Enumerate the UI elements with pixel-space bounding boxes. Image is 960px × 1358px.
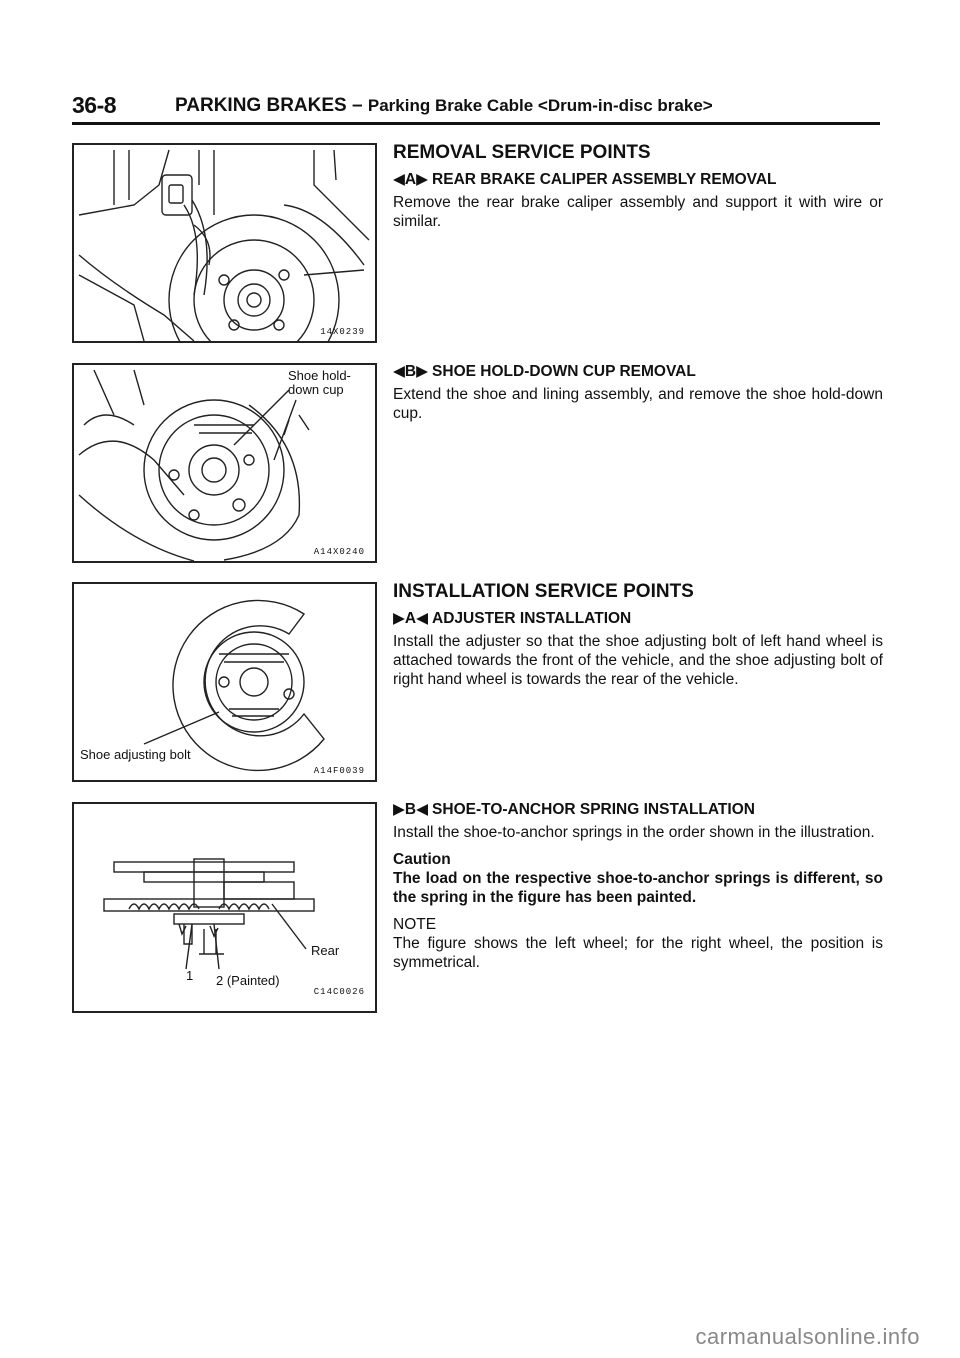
figure-code: 14X0239 [320, 327, 365, 337]
installation-title: INSTALLATION SERVICE POINTS [393, 581, 694, 602]
note-title: NOTE [393, 916, 437, 933]
removal-b-heading [393, 362, 883, 381]
subsection-title: Parking Brake Cable <Drum-in-disc brake> [367, 96, 713, 115]
section-title [175, 95, 713, 117]
step-marker-b: ◀B▶ [393, 363, 429, 380]
figure-shoe-hold-down [72, 363, 377, 563]
installation-a-title: ADJUSTER INSTALLATION [432, 610, 632, 627]
watermark: carmanualsonline.info [695, 1324, 920, 1349]
figure-code: A14F0039 [313, 766, 365, 776]
step-marker-a: ▶A◀ [393, 610, 429, 627]
removal-b-title: SHOE HOLD-DOWN CUP REMOVAL [432, 363, 696, 380]
installation-b-section [393, 800, 883, 980]
figure-code: C14C0026 [313, 987, 365, 997]
removal-title: REMOVAL SERVICE POINTS [393, 142, 651, 163]
installation-b-body: Install the shoe-to-anchor springs in the order shown in the illustration. [393, 824, 875, 841]
removal-a-heading [393, 170, 883, 189]
installation-a-heading [393, 609, 883, 628]
callout-rear: Rear [311, 943, 340, 958]
callout-shoe-adjusting-bolt: Shoe adjusting bolt [80, 747, 191, 762]
section-name: PARKING BRAKES [175, 95, 347, 116]
caution-title: Caution [393, 851, 451, 868]
step-marker-a: ◀A▶ [393, 171, 429, 188]
installation-section [393, 582, 883, 697]
callout-spring-2-painted: 2 (Painted) [216, 973, 280, 988]
note-body: The figure shows the left wheel; for the right wheel, the position is symmetrical. [393, 935, 883, 971]
callout-spring-1: 1 [186, 968, 194, 983]
removal-b-section [393, 362, 883, 431]
caution-body: The load on the respective shoe-to-anchor springs is different, so the spring in the figure has been painted. [393, 870, 883, 906]
installation-b-heading [393, 800, 883, 819]
page-header [72, 92, 880, 125]
installation-a-body: Install the adjuster so that the shoe adjusting bolt of left hand wheel is attached towards the front of the vehicle, and the shoe adjusting bolt of right hand wheel is towards the rear of the vehicle. [393, 633, 883, 688]
removal-b-body: Extend the shoe and lining assembly, and remove the shoe hold-down cup. [393, 386, 883, 422]
title-separator: – [352, 95, 363, 116]
installation-b-title: SHOE-TO-ANCHOR SPRING INSTALLATION [432, 801, 755, 818]
figure-anchor-springs [72, 802, 377, 1013]
step-marker-b: ▶B◀ [393, 801, 429, 818]
removal-section [393, 143, 883, 239]
figure-adjuster [72, 582, 377, 782]
figure-code: A14X0240 [313, 547, 365, 557]
removal-a-body: Remove the rear brake caliper assembly and support it with wire or similar. [393, 194, 883, 230]
caliper-illustration [74, 145, 375, 341]
callout-shoe-hold-down-cup: Shoe hold-down cup [288, 368, 351, 397]
removal-a-title: REAR BRAKE CALIPER ASSEMBLY REMOVAL [432, 171, 777, 188]
figure-caliper [72, 143, 377, 343]
page-number: 36-8 [72, 92, 117, 118]
